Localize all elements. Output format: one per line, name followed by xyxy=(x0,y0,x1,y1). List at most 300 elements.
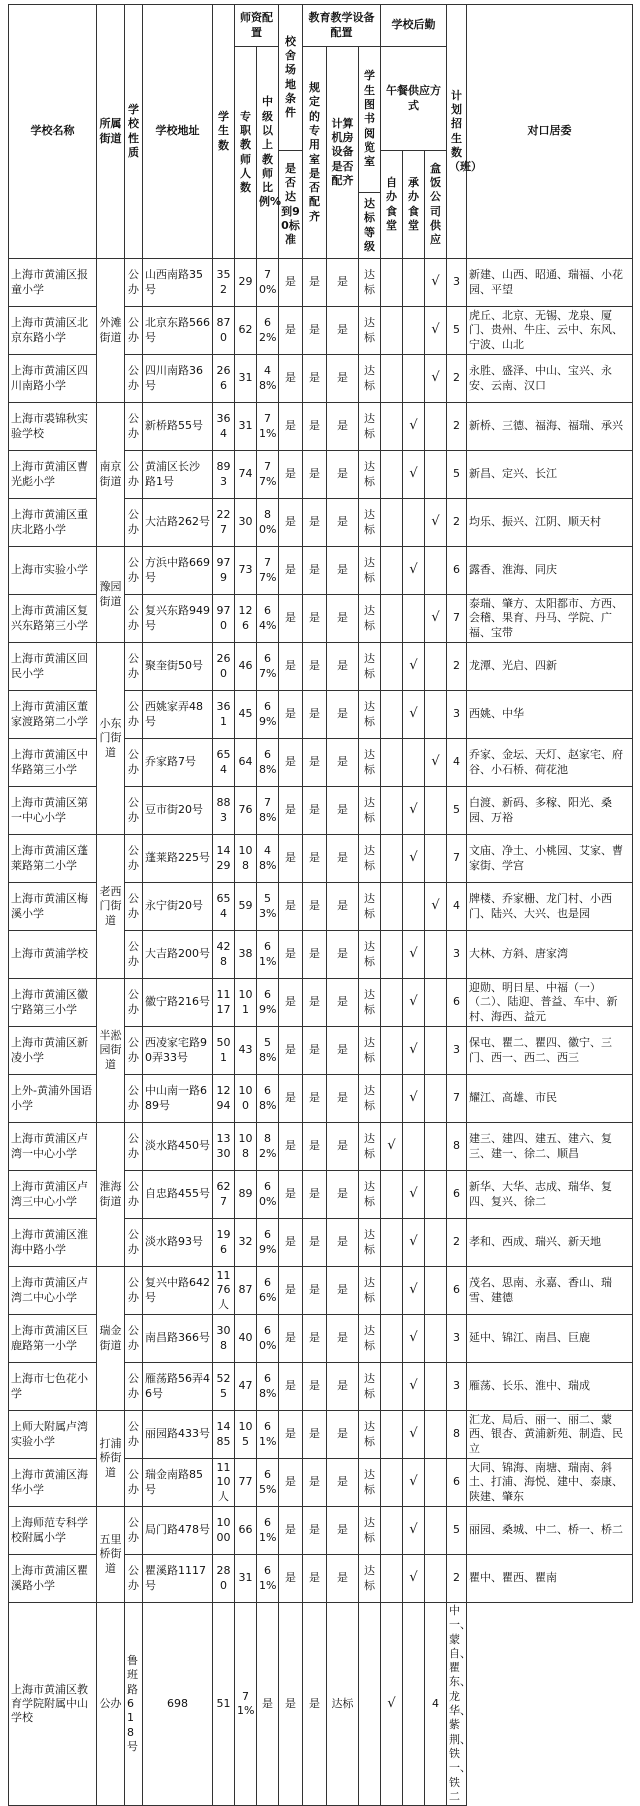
student-count-cell: 1176人 xyxy=(213,1267,235,1315)
contract-canteen-cell: √ xyxy=(403,979,425,1027)
student-count-cell: 352 xyxy=(213,259,235,307)
school-address-cell: 西凌家宅路90弄33号 xyxy=(143,1027,213,1075)
school-name-cell: 上海师范专科学校附属小学 xyxy=(9,1507,97,1555)
school-nature-cell: 公办 xyxy=(125,1363,143,1411)
school-address-cell: 北京东路566号 xyxy=(143,307,213,355)
contract-canteen-cell: √ xyxy=(403,643,425,691)
site-standard-cell: 是 xyxy=(279,883,303,931)
plan-classes-cell: 4 xyxy=(447,883,467,931)
self-canteen-cell xyxy=(381,1411,403,1459)
student-count-cell: 893 xyxy=(213,451,235,499)
self-canteen-cell xyxy=(381,883,403,931)
student-count-cell: 654 xyxy=(213,739,235,787)
self-canteen-cell xyxy=(359,1603,381,1806)
school-name-cell: 上海市黄浦学校 xyxy=(9,931,97,979)
self-canteen-cell xyxy=(381,547,403,595)
student-count-cell: 970 xyxy=(213,595,235,643)
self-canteen-cell xyxy=(381,1219,403,1267)
plan-classes-cell: 6 xyxy=(447,1267,467,1315)
plan-classes-cell: 4 xyxy=(447,739,467,787)
plan-classes-cell: 8 xyxy=(447,1411,467,1459)
teacher-count-cell: 45 xyxy=(235,691,257,739)
senior-ratio-cell: 69% xyxy=(257,979,279,1027)
school-address-cell: 自忠路455号 xyxy=(143,1171,213,1219)
plan-classes-cell: 5 xyxy=(447,1507,467,1555)
school-name-cell: 上海市裘锦秋实验学校 xyxy=(9,403,97,451)
neighborhoods-cell: 白渡、新码、多稼、阳光、桑园、万裕 xyxy=(467,787,633,835)
teacher-count-cell: 108 xyxy=(235,835,257,883)
teacher-count-cell: 66 xyxy=(235,1507,257,1555)
special-rooms-cell: 是 xyxy=(303,1363,327,1411)
table-row xyxy=(9,1123,633,1171)
header-school-name: 学校名称 xyxy=(9,5,97,259)
school-address-cell: 局门路478号 xyxy=(143,1507,213,1555)
self-canteen-cell xyxy=(381,1363,403,1411)
plan-classes-cell: 5 xyxy=(447,787,467,835)
street-cell: 淮海街道 xyxy=(97,1123,125,1267)
neighborhoods-cell: 文庙、净土、小桃园、艾家、曹家街、学宫 xyxy=(467,835,633,883)
school-enrollment-table xyxy=(8,4,633,1806)
special-rooms-cell: 是 xyxy=(303,787,327,835)
boxed-lunch-cell xyxy=(425,547,447,595)
neighborhoods-cell: 建三、建四、建五、建六、复三、建一、徐二、顺昌 xyxy=(467,1123,633,1171)
plan-classes-cell: 2 xyxy=(447,403,467,451)
school-address-cell: 四川南路36号 xyxy=(143,355,213,403)
plan-classes-cell: 7 xyxy=(447,595,467,643)
senior-ratio-cell: 48% xyxy=(257,835,279,883)
street-cell: 打浦桥街道 xyxy=(97,1411,125,1507)
plan-classes-cell: 6 xyxy=(447,1459,467,1507)
boxed-lunch-cell xyxy=(425,1507,447,1555)
special-rooms-cell: 是 xyxy=(303,1555,327,1603)
student-count-cell: 883 xyxy=(213,787,235,835)
neighborhoods-cell: 乔家、金坛、天灯、赵家宅、府谷、小石桥、荷花池 xyxy=(467,739,633,787)
library-level-cell: 达标 xyxy=(359,1507,381,1555)
school-address-cell: 鲁班路618号 xyxy=(125,1603,143,1806)
senior-ratio-cell: 61% xyxy=(257,1555,279,1603)
special-rooms-cell: 是 xyxy=(303,1123,327,1171)
computer-rooms-cell: 是 xyxy=(327,307,359,355)
school-name-cell: 上海市黄浦区梅溪小学 xyxy=(9,883,97,931)
self-canteen-cell xyxy=(381,691,403,739)
teacher-count-cell: 126 xyxy=(235,595,257,643)
boxed-lunch-cell xyxy=(425,1411,447,1459)
self-canteen-cell: √ xyxy=(381,1123,403,1171)
self-canteen-cell xyxy=(381,259,403,307)
senior-ratio-cell: 69% xyxy=(257,1219,279,1267)
library-level-cell: 达标 xyxy=(359,355,381,403)
teacher-count-cell: 76 xyxy=(235,787,257,835)
neighborhoods-cell: 虎丘、北京、无锡、龙泉、厦门、贵州、牛庄、云中、东风、宁波、山北 xyxy=(467,307,633,355)
school-address-cell: 淡水路93号 xyxy=(143,1219,213,1267)
school-nature-cell: 公办 xyxy=(125,1027,143,1075)
school-name-cell: 上海市黄浦区卢湾三中心小学 xyxy=(9,1171,97,1219)
computer-rooms-cell: 是 xyxy=(327,1171,359,1219)
table-row xyxy=(9,547,633,595)
school-address-cell: 新桥路55号 xyxy=(143,403,213,451)
neighborhoods-cell: 新桥、三德、福海、福瑞、承兴 xyxy=(467,403,633,451)
header-lunch-group: 午餐供应方式 xyxy=(381,47,447,151)
special-rooms-cell: 是 xyxy=(303,739,327,787)
computer-rooms-cell: 是 xyxy=(303,1603,327,1806)
student-count-cell: 364 xyxy=(213,403,235,451)
contract-canteen-cell: √ xyxy=(403,1219,425,1267)
special-rooms-cell: 是 xyxy=(303,883,327,931)
student-count-cell: 428 xyxy=(213,931,235,979)
site-standard-cell: 是 xyxy=(279,979,303,1027)
special-rooms-cell: 是 xyxy=(303,595,327,643)
header-equipment-group: 教育教学设备配置 xyxy=(303,5,381,47)
site-standard-cell: 是 xyxy=(279,739,303,787)
site-standard-cell: 是 xyxy=(257,1603,279,1806)
teacher-count-cell: 31 xyxy=(235,1555,257,1603)
senior-ratio-cell: 58% xyxy=(257,1027,279,1075)
neighborhoods-cell: 龙潭、光启、四新 xyxy=(467,643,633,691)
boxed-lunch-cell xyxy=(425,1315,447,1363)
self-canteen-cell xyxy=(381,1267,403,1315)
site-standard-cell: 是 xyxy=(279,1075,303,1123)
neighborhoods-cell: 汇龙、局后、丽一、丽二、蒙西、银杏、黄浦新苑、制造、民立 xyxy=(467,1411,633,1459)
computer-rooms-cell: 是 xyxy=(327,259,359,307)
site-standard-cell: 是 xyxy=(279,1411,303,1459)
plan-classes-cell: 2 xyxy=(447,1555,467,1603)
school-name-cell: 上海市黄浦区第一中心小学 xyxy=(9,787,97,835)
school-address-cell: 雁荡路56弄46号 xyxy=(143,1363,213,1411)
header-site-group: 校舍场地条件 xyxy=(279,5,303,151)
school-name-cell: 上海市黄浦区曹光彪小学 xyxy=(9,451,97,499)
school-name-cell: 上海市黄浦区徽宁路第三小学 xyxy=(9,979,97,1027)
neighborhoods-cell: 延中、锦江、南昌、巨鹿 xyxy=(467,1315,633,1363)
site-standard-cell: 是 xyxy=(279,643,303,691)
library-level-cell: 达标 xyxy=(359,403,381,451)
computer-rooms-cell: 是 xyxy=(327,835,359,883)
school-name-cell: 上海市黄浦区董家渡路第二小学 xyxy=(9,691,97,739)
street-cell: 瑞金街道 xyxy=(97,1267,125,1411)
self-canteen-cell xyxy=(381,787,403,835)
library-level-cell: 达标 xyxy=(359,739,381,787)
computer-rooms-cell: 是 xyxy=(327,979,359,1027)
school-nature-cell: 公办 xyxy=(125,691,143,739)
computer-rooms-cell: 是 xyxy=(327,1555,359,1603)
self-canteen-cell xyxy=(381,979,403,1027)
self-canteen-cell xyxy=(381,643,403,691)
senior-ratio-cell: 67% xyxy=(257,643,279,691)
school-nature-cell: 公办 xyxy=(125,259,143,307)
site-standard-cell: 是 xyxy=(279,835,303,883)
special-rooms-cell: 是 xyxy=(303,979,327,1027)
boxed-lunch-cell xyxy=(425,979,447,1027)
senior-ratio-cell: 53% xyxy=(257,883,279,931)
site-standard-cell: 是 xyxy=(279,691,303,739)
library-level-cell: 达标 xyxy=(359,979,381,1027)
teacher-count-cell: 31 xyxy=(235,355,257,403)
school-name-cell: 上海市黄浦区报童小学 xyxy=(9,259,97,307)
student-count-cell: 1294 xyxy=(213,1075,235,1123)
special-rooms-cell: 是 xyxy=(303,355,327,403)
special-rooms-cell: 是 xyxy=(303,1459,327,1507)
special-rooms-cell: 是 xyxy=(303,643,327,691)
teacher-count-cell: 77 xyxy=(235,1459,257,1507)
table-row xyxy=(9,643,633,691)
contract-canteen-cell: √ xyxy=(403,1507,425,1555)
contract-canteen-cell: √ xyxy=(403,547,425,595)
site-standard-cell: 是 xyxy=(279,1123,303,1171)
contract-canteen-cell: √ xyxy=(403,835,425,883)
senior-ratio-cell: 61% xyxy=(257,1411,279,1459)
special-rooms-cell: 是 xyxy=(303,1411,327,1459)
boxed-lunch-cell xyxy=(425,1123,447,1171)
contract-canteen-cell xyxy=(403,355,425,403)
header-site-standard: 是否达到90标准 xyxy=(279,151,303,259)
contract-canteen-cell xyxy=(403,499,425,547)
library-level-cell: 达标 xyxy=(359,1555,381,1603)
plan-classes-cell: 6 xyxy=(447,979,467,1027)
school-nature-cell: 公办 xyxy=(125,643,143,691)
school-name-cell: 上海市黄浦区回民小学 xyxy=(9,643,97,691)
contract-canteen-cell xyxy=(403,307,425,355)
table-row xyxy=(9,1507,633,1555)
site-standard-cell: 是 xyxy=(279,499,303,547)
plan-classes-cell: 5 xyxy=(447,451,467,499)
plan-classes-cell: 7 xyxy=(447,835,467,883)
plan-classes-cell: 6 xyxy=(447,547,467,595)
senior-ratio-cell: 82% xyxy=(257,1123,279,1171)
school-nature-cell: 公办 xyxy=(125,739,143,787)
boxed-lunch-cell: √ xyxy=(425,883,447,931)
self-canteen-cell xyxy=(381,931,403,979)
computer-rooms-cell: 是 xyxy=(327,787,359,835)
school-name-cell: 上海市黄浦区复兴东路第三小学 xyxy=(9,595,97,643)
school-name-cell: 上海市黄浦区新凌小学 xyxy=(9,1027,97,1075)
plan-classes-cell: 7 xyxy=(447,1075,467,1123)
table-row xyxy=(9,259,633,307)
senior-ratio-cell: 61% xyxy=(257,1507,279,1555)
contract-canteen-cell xyxy=(403,595,425,643)
special-rooms-cell: 是 xyxy=(303,1075,327,1123)
boxed-lunch-cell: √ xyxy=(425,595,447,643)
neighborhoods-cell: 新建、山西、昭通、瑞福、小花园、平望 xyxy=(467,259,633,307)
senior-ratio-cell: 71% xyxy=(235,1603,257,1806)
site-standard-cell: 是 xyxy=(279,1315,303,1363)
school-nature-cell: 公办 xyxy=(125,931,143,979)
boxed-lunch-cell xyxy=(425,1075,447,1123)
teacher-count-cell: 29 xyxy=(235,259,257,307)
header-students: 学生数 xyxy=(213,5,235,259)
library-level-cell: 达标 xyxy=(359,595,381,643)
teacher-count-cell: 87 xyxy=(235,1267,257,1315)
contract-canteen-cell: √ xyxy=(403,1315,425,1363)
neighborhoods-cell: 大林、方斜、唐家湾 xyxy=(467,931,633,979)
contract-canteen-cell: √ xyxy=(403,1027,425,1075)
plan-classes-cell: 3 xyxy=(447,1363,467,1411)
school-name-cell: 上海市黄浦区教育学院附属中山学校 xyxy=(9,1603,97,1806)
student-count-cell: 1117 xyxy=(213,979,235,1027)
boxed-lunch-cell xyxy=(425,1027,447,1075)
neighborhoods-cell: 丽园、桑城、中二、桥一、桥二 xyxy=(467,1507,633,1555)
self-canteen-cell xyxy=(381,1171,403,1219)
library-level-cell: 达标 xyxy=(359,1411,381,1459)
library-level-cell: 达标 xyxy=(359,1459,381,1507)
site-standard-cell: 是 xyxy=(279,1027,303,1075)
computer-rooms-cell: 是 xyxy=(327,1507,359,1555)
boxed-lunch-cell xyxy=(403,1603,425,1806)
computer-rooms-cell: 是 xyxy=(327,403,359,451)
teacher-count-cell: 100 xyxy=(235,1075,257,1123)
plan-classes-cell: 2 xyxy=(447,499,467,547)
computer-rooms-cell: 是 xyxy=(327,547,359,595)
school-nature-cell: 公办 xyxy=(125,307,143,355)
computer-rooms-cell: 是 xyxy=(327,1027,359,1075)
contract-canteen-cell: √ xyxy=(403,1075,425,1123)
senior-ratio-cell: 60% xyxy=(257,1315,279,1363)
special-rooms-cell: 是 xyxy=(303,259,327,307)
table-row xyxy=(9,403,633,451)
contract-canteen-cell xyxy=(403,1123,425,1171)
senior-ratio-cell: 60% xyxy=(257,1171,279,1219)
plan-classes-cell: 3 xyxy=(447,1027,467,1075)
library-level-cell: 达标 xyxy=(359,1315,381,1363)
senior-ratio-cell: 78% xyxy=(257,787,279,835)
special-rooms-cell: 是 xyxy=(303,451,327,499)
school-nature-cell: 公办 xyxy=(125,595,143,643)
school-name-cell: 上外-黄浦外国语小学 xyxy=(9,1075,97,1123)
neighborhoods-cell: 均乐、振兴、江阴、顺天村 xyxy=(467,499,633,547)
boxed-lunch-cell xyxy=(425,1267,447,1315)
senior-ratio-cell: 71% xyxy=(257,403,279,451)
neighborhoods-cell: 新昌、定兴、长江 xyxy=(467,451,633,499)
self-canteen-cell xyxy=(381,835,403,883)
self-canteen-cell xyxy=(381,1075,403,1123)
header-senior-ratio: 中级以上教师比例% xyxy=(257,47,279,259)
plan-classes-cell: 2 xyxy=(447,355,467,403)
school-nature-cell: 公办 xyxy=(125,883,143,931)
student-count-cell: 501 xyxy=(213,1027,235,1075)
header-plan-classes: 计划招生数（班） xyxy=(447,5,467,259)
library-level-cell: 达标 xyxy=(359,1363,381,1411)
header-special-rooms: 规定的专用室是否配齐 xyxy=(303,47,327,259)
plan-classes-cell: 3 xyxy=(447,259,467,307)
school-address-cell: 永宁街20号 xyxy=(143,883,213,931)
computer-rooms-cell: 是 xyxy=(327,1267,359,1315)
header-self-canteen: 自办食堂 xyxy=(381,151,403,259)
teacher-count-cell: 101 xyxy=(235,979,257,1027)
header-computer-rooms: 计算机房设备是否配齐 xyxy=(327,47,359,259)
computer-rooms-cell: 是 xyxy=(327,1363,359,1411)
student-count-cell: 1000 xyxy=(213,1507,235,1555)
student-count-cell: 627 xyxy=(213,1171,235,1219)
school-nature-cell: 公办 xyxy=(125,499,143,547)
computer-rooms-cell: 是 xyxy=(327,883,359,931)
school-nature-cell: 公办 xyxy=(125,1459,143,1507)
boxed-lunch-cell xyxy=(425,1363,447,1411)
school-address-cell: 聚奎街50号 xyxy=(143,643,213,691)
site-standard-cell: 是 xyxy=(279,595,303,643)
senior-ratio-cell: 68% xyxy=(257,739,279,787)
library-level-cell: 达标 xyxy=(359,883,381,931)
street-cell: 老西门街道 xyxy=(97,835,125,979)
student-count-cell: 870 xyxy=(213,307,235,355)
header-nature: 学校性质 xyxy=(125,5,143,259)
student-count-cell: 266 xyxy=(213,355,235,403)
boxed-lunch-cell: √ xyxy=(425,355,447,403)
teacher-count-cell: 51 xyxy=(213,1603,235,1806)
library-level-cell: 达标 xyxy=(359,1171,381,1219)
school-name-cell: 上海市黄浦区巨鹿路第一小学 xyxy=(9,1315,97,1363)
teacher-count-cell: 32 xyxy=(235,1219,257,1267)
site-standard-cell: 是 xyxy=(279,403,303,451)
school-name-cell: 上师大附属卢湾实验小学 xyxy=(9,1411,97,1459)
senior-ratio-cell: 62% xyxy=(257,307,279,355)
school-name-cell: 上海市实验小学 xyxy=(9,547,97,595)
school-name-cell: 上海市黄浦区北京东路小学 xyxy=(9,307,97,355)
teacher-count-cell: 47 xyxy=(235,1363,257,1411)
senior-ratio-cell: 80% xyxy=(257,499,279,547)
special-rooms-cell: 是 xyxy=(303,1267,327,1315)
school-nature-cell: 公办 xyxy=(125,547,143,595)
school-address-cell: 淡水路450号 xyxy=(143,1123,213,1171)
school-nature-cell: 公办 xyxy=(125,1171,143,1219)
school-address-cell: 丽园路433号 xyxy=(143,1411,213,1459)
special-rooms-cell: 是 xyxy=(279,1603,303,1806)
contract-canteen-cell: √ xyxy=(403,931,425,979)
library-level-cell: 达标 xyxy=(359,499,381,547)
contract-canteen-cell: √ xyxy=(381,1603,403,1806)
street-cell: 半淞园街道 xyxy=(97,979,125,1123)
school-nature-cell: 公办 xyxy=(125,1315,143,1363)
computer-rooms-cell: 是 xyxy=(327,1459,359,1507)
header-library-level: 达标等级 xyxy=(359,193,381,259)
school-address-cell: 瑞金南路85号 xyxy=(143,1459,213,1507)
site-standard-cell: 是 xyxy=(279,1171,303,1219)
library-level-cell: 达标 xyxy=(359,547,381,595)
self-canteen-cell xyxy=(381,739,403,787)
special-rooms-cell: 是 xyxy=(303,691,327,739)
computer-rooms-cell: 是 xyxy=(327,1123,359,1171)
senior-ratio-cell: 48% xyxy=(257,355,279,403)
site-standard-cell: 是 xyxy=(279,307,303,355)
school-address-cell: 方浜中路669号 xyxy=(143,547,213,595)
boxed-lunch-cell xyxy=(425,403,447,451)
computer-rooms-cell: 是 xyxy=(327,355,359,403)
school-address-cell: 西姚家弄48号 xyxy=(143,691,213,739)
boxed-lunch-cell xyxy=(425,835,447,883)
header-contract-canteen: 承办食堂 xyxy=(403,151,425,259)
neighborhoods-cell: 永胜、盛泽、中山、宝兴、永安、云南、汉口 xyxy=(467,355,633,403)
contract-canteen-cell: √ xyxy=(403,451,425,499)
teacher-count-cell: 62 xyxy=(235,307,257,355)
boxed-lunch-cell: √ xyxy=(425,739,447,787)
site-standard-cell: 是 xyxy=(279,1459,303,1507)
library-level-cell: 达标 xyxy=(359,931,381,979)
school-address-cell: 大吉路200号 xyxy=(143,931,213,979)
neighborhoods-cell: 中一、蒙自、瞿东、龙华、紫荆、铁一、铁二 xyxy=(447,1603,467,1806)
header-boxed-lunch: 盒饭公司供应 xyxy=(425,151,447,259)
neighborhoods-cell: 茂名、思南、永嘉、香山、瑞雪、建德 xyxy=(467,1267,633,1315)
teacher-count-cell: 31 xyxy=(235,403,257,451)
contract-canteen-cell xyxy=(403,259,425,307)
student-count-cell: 525 xyxy=(213,1363,235,1411)
teacher-count-cell: 89 xyxy=(235,1171,257,1219)
site-standard-cell: 是 xyxy=(279,931,303,979)
site-standard-cell: 是 xyxy=(279,355,303,403)
library-level-cell: 达标 xyxy=(359,787,381,835)
neighborhoods-cell: 西姚、中华 xyxy=(467,691,633,739)
school-name-cell: 上海市黄浦区四川南路小学 xyxy=(9,355,97,403)
computer-rooms-cell: 是 xyxy=(327,691,359,739)
library-level-cell: 达标 xyxy=(327,1603,359,1806)
boxed-lunch-cell xyxy=(425,1459,447,1507)
school-nature-cell: 公办 xyxy=(125,1123,143,1171)
